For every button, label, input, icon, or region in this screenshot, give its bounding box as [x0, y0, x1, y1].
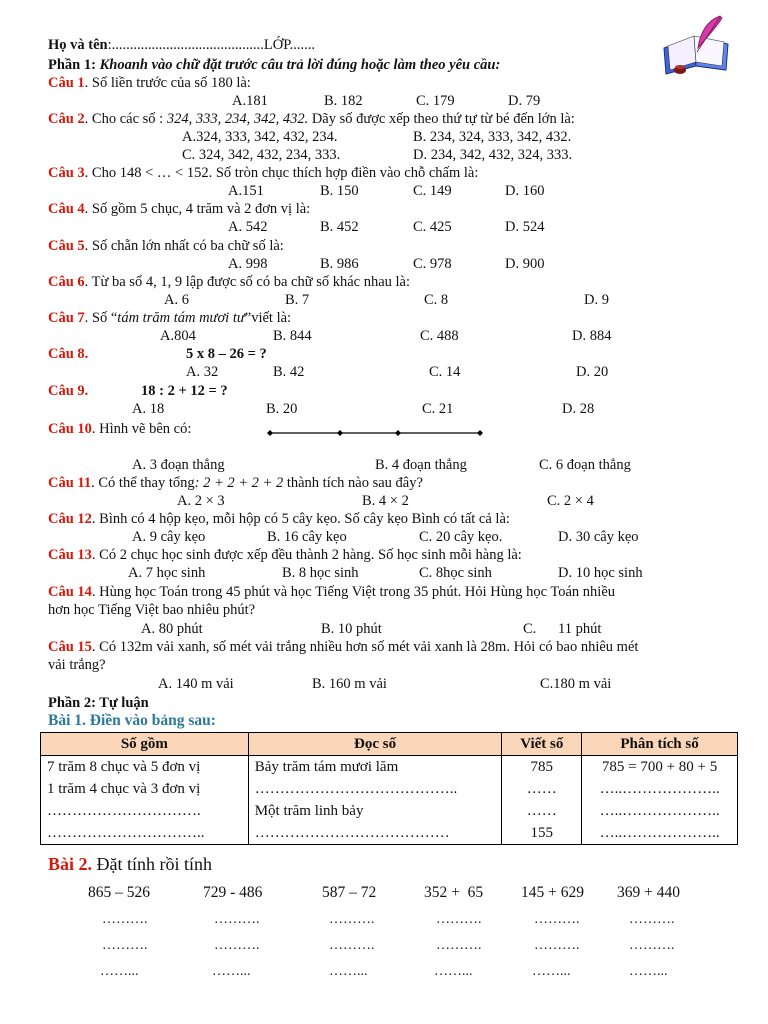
option[interactable]: B. 986 [320, 256, 359, 272]
question-text: . Có thể thay tổng [91, 475, 195, 491]
answer-dots[interactable]: ………. [329, 912, 375, 927]
table-cell[interactable]: ………………………….. [41, 822, 249, 845]
question-2 [48, 110, 575, 128]
answer-dots[interactable]: ………. [534, 938, 580, 953]
answer-dots[interactable]: ……... [532, 964, 571, 979]
bai1-title: Bài 1. Điền vào bảng sau: [48, 712, 216, 729]
table-cell: 1 trăm 4 chục và 3 đơn vị [41, 778, 249, 800]
question-numbers: 324, 333, 234, 342, 432. [166, 111, 309, 127]
answer-dots[interactable]: ……... [434, 964, 473, 979]
question-expression: 5 x 8 – 26 = ? [186, 346, 267, 362]
answer-dots[interactable]: ………. [534, 912, 580, 927]
question-8: Câu 8. [48, 346, 89, 362]
question-11 [48, 474, 423, 492]
option[interactable]: C. 21 [422, 401, 454, 417]
option[interactable]: A.804 [160, 328, 196, 344]
option[interactable]: A. 32 [186, 364, 219, 380]
question-label: Câu 14 [48, 584, 92, 600]
question-7 [48, 309, 291, 327]
table-cell: 785 = 700 + 80 + 5 [582, 756, 738, 779]
option[interactable]: B. 234, 324, 333, 342, 432. [413, 129, 572, 145]
option[interactable]: C. 488 [420, 328, 459, 344]
option[interactable]: C. 14 [429, 364, 461, 380]
option[interactable]: C.180 m vải [540, 676, 612, 692]
option[interactable]: B. 452 [320, 219, 359, 235]
line-segment-figure [266, 426, 486, 440]
option[interactable]: B. 182 [324, 93, 363, 109]
option[interactable]: C. 179 [416, 93, 455, 109]
name-label: Họ và tên [48, 37, 108, 53]
option[interactable]: D. 160 [505, 183, 545, 199]
option[interactable]: C. 6 đoạn thẳng [539, 457, 631, 473]
calc-expression: 369 + 440 [617, 884, 680, 901]
question-label: Câu 13 [48, 547, 92, 563]
table-cell[interactable]: …..……………….. [582, 778, 738, 800]
fill-table [40, 732, 738, 845]
question-text-tail: thành tích nào sau đây? [283, 475, 423, 491]
question-number-words: tám trăm tám mươi tư [117, 310, 245, 326]
option[interactable]: B. 20 [266, 401, 298, 417]
option[interactable]: D. 79 [508, 93, 541, 109]
calc-expression: 352 + 65 [424, 884, 484, 901]
question-label: Câu 15 [48, 639, 92, 655]
question-5 [48, 237, 284, 255]
question-text: . Số liền trước của số 180 là: [84, 75, 251, 91]
answer-dots[interactable]: ………. [329, 938, 375, 953]
option[interactable]: B. 150 [320, 183, 359, 199]
name-line: :..........................................LỚP....... [107, 37, 316, 53]
answer-dots[interactable]: ………. [214, 912, 260, 927]
question-text: . Số chẵn lớn nhất có ba chữ số là: [84, 238, 284, 254]
option[interactable]: B. 8 học sinh [282, 565, 359, 581]
part2-title: Phần 2: Tự luận [48, 695, 149, 711]
option[interactable]: A. 18 [132, 401, 165, 417]
option[interactable]: A.324, 333, 342, 432, 234. [182, 129, 338, 145]
answer-dots[interactable]: ………. [436, 912, 482, 927]
question-label: Câu 11 [48, 475, 92, 491]
question-label: Câu 9 [48, 383, 85, 399]
part1-heading [48, 56, 500, 74]
table-cell: 785 [502, 756, 582, 779]
option[interactable]: C. 2 × 4 [547, 493, 594, 509]
question-expression: 18 : 2 + 12 = ? [141, 383, 228, 399]
option[interactable]: C. 978 [413, 256, 452, 272]
question-12 [48, 510, 510, 528]
option[interactable]: A. 80 phút [141, 621, 203, 637]
question-label: Câu 7 [48, 310, 85, 326]
question-13 [48, 546, 522, 564]
answer-dots[interactable]: ……... [329, 964, 368, 979]
answer-dots[interactable]: ……... [212, 964, 251, 979]
question-label: Câu 4 [48, 201, 85, 217]
option[interactable]: C. 149 [413, 183, 452, 199]
question-9: Câu 9. [48, 383, 89, 399]
option[interactable]: A. 6 [164, 292, 189, 308]
answer-dots[interactable]: ……... [100, 964, 139, 979]
answer-dots[interactable]: ………. [629, 912, 675, 927]
answer-dots[interactable]: ………. [629, 938, 675, 953]
answer-dots[interactable]: ………. [102, 938, 148, 953]
table-header: Viết số [502, 733, 582, 756]
answer-dots[interactable]: ………. [436, 938, 482, 953]
option[interactable]: D. 900 [505, 256, 545, 272]
option[interactable]: B. 4 đoạn thẳng [375, 457, 467, 473]
table-row [41, 822, 738, 845]
option[interactable]: C. 425 [413, 219, 452, 235]
bai2-label: Bài 2. [48, 854, 93, 874]
table-header: Số gồm [41, 733, 249, 756]
question-14 [48, 583, 615, 601]
answer-dots[interactable]: ………. [214, 938, 260, 953]
question-4 [48, 200, 310, 218]
option[interactable]: A. 998 [228, 256, 268, 272]
question-text: . Bình có 4 hộp kẹo, mỗi hộp có 5 cây kẹo. Số cây kẹo Bình có tất cả là: [91, 511, 510, 527]
question-text: . Số “ [84, 310, 118, 326]
option[interactable]: D. 10 học sinh [558, 565, 643, 581]
question-label: Câu 3 [48, 165, 85, 181]
table-header: Đọc số [248, 733, 502, 756]
option[interactable]: B. 7 [285, 292, 310, 308]
question-text: . Cho 148 < … < 152. Số tròn chục thích hợp điền vào chỗ chấm là: [84, 165, 479, 181]
option[interactable]: D. 9 [584, 292, 609, 308]
answer-dots[interactable]: ………. [102, 912, 148, 927]
option[interactable]: B. 16 cây kẹo [267, 529, 347, 545]
option[interactable]: C. 8học sinh [419, 565, 492, 581]
question-text: . Số gồm 5 chục, 4 trăm và 2 đơn vị là: [84, 201, 311, 217]
question-3 [48, 164, 478, 182]
option[interactable]: D. 28 [562, 401, 595, 417]
calc-expression: 865 – 526 [88, 884, 150, 901]
table-cell[interactable]: …… [502, 778, 582, 800]
question-label: Câu 5 [48, 238, 85, 254]
option[interactable]: B. 10 phút [321, 621, 382, 637]
option[interactable]: B. 4 × 2 [362, 493, 409, 509]
bai2-text: Đặt tính rồi tính [92, 854, 213, 874]
option[interactable]: A. 542 [228, 219, 268, 235]
table-cell[interactable]: …… [502, 800, 582, 822]
question-label: Câu 8 [48, 346, 85, 362]
question-text: . Hình vẽ bên có: [91, 421, 192, 437]
table-cell: 155 [502, 822, 582, 845]
header-line [48, 36, 315, 54]
question-text: . Có 132m vải xanh, số mét vải trắng nhiều hơn số mét vải xanh là 28m. Hỏi có bao nhiêu mét [91, 639, 639, 655]
question-1 [48, 74, 251, 92]
option[interactable]: A. 3 đoạn thẳng [132, 457, 225, 473]
option[interactable]: A. 7 học sinh [128, 565, 206, 581]
calc-expression: 145 + 629 [521, 884, 584, 901]
option[interactable]: C. 324, 342, 432, 234, 333. [182, 147, 341, 163]
table-cell[interactable]: …………………………. [41, 800, 249, 822]
table-cell[interactable]: …..……………….. [582, 822, 738, 845]
book-quill-logo [660, 14, 734, 76]
question-14-cont: hơn học Tiếng Việt bao nhiêu phút? [48, 602, 256, 618]
question-label: Câu 1 [48, 75, 85, 91]
option[interactable]: B. 160 m vải [312, 676, 387, 692]
question-label: Câu 2 [48, 111, 85, 127]
option[interactable]: D. 234, 342, 432, 324, 333. [413, 147, 573, 163]
question-label: Câu 12 [48, 511, 92, 527]
calc-expression: 729 - 486 [203, 884, 263, 901]
question-text: . Hùng học Toán trong 45 phút và học Tiếng Việt trong 35 phút. Hỏi Hùng học Toán nhiều [91, 584, 616, 600]
answer-dots[interactable]: ……... [629, 964, 668, 979]
table-cell[interactable]: ………………………………….. [248, 778, 502, 800]
question-text: . Cho các số : [84, 111, 167, 127]
option[interactable]: A. 140 m vải [158, 676, 234, 692]
table-row [41, 800, 738, 822]
option[interactable]: B. 844 [273, 328, 312, 344]
table-row [41, 756, 738, 779]
option[interactable]: D. 30 cây kẹo [558, 529, 639, 545]
question-text-tail: ”viết là: [244, 310, 292, 326]
question-15 [48, 638, 638, 656]
table-cell: 7 trăm 8 chục và 5 đơn vị [41, 756, 249, 779]
question-text: . Có 2 chục học sinh được xếp đều thành 2 hàng. Số học sinh mỗi hàng là: [91, 547, 522, 563]
option[interactable]: D. 20 [576, 364, 609, 380]
table-cell: Một trăm linh bảy [248, 800, 502, 822]
table-cell: Bảy trăm tám mươi lăm [248, 756, 502, 779]
question-10 [48, 420, 191, 438]
option[interactable]: A. 2 × 3 [177, 493, 225, 509]
option[interactable]: A.151 [228, 183, 264, 199]
question-15-cont: vải trắng? [48, 657, 106, 673]
table-cell[interactable]: …..……………….. [582, 800, 738, 822]
question-text-tail: Dãy số được xếp theo thứ tự từ bé đến lớn là: [308, 111, 575, 127]
calc-expression: 587 – 72 [322, 884, 377, 901]
table-cell[interactable]: ………………………………… [248, 822, 502, 845]
question-sum: : 2 + 2 + 2 + 2 [194, 475, 284, 491]
option[interactable]: C. 8 [424, 292, 449, 308]
question-6 [48, 273, 410, 291]
part1-title: Phần 1: [48, 57, 96, 73]
option[interactable]: D. 884 [572, 328, 612, 344]
bai2-heading [48, 854, 212, 875]
table-row [41, 778, 738, 800]
question-label: Câu 10 [48, 421, 92, 437]
option[interactable]: D. 524 [505, 219, 545, 235]
table-header: Phân tích số [582, 733, 738, 756]
option[interactable]: A.181 [232, 93, 268, 109]
part1-instruction: Khoanh vào chữ đặt trước câu trả lời đúng hoặc làm theo yêu cầu: [99, 57, 501, 73]
option[interactable]: C. 11 phút [523, 621, 602, 637]
question-text: . Từ ba số 4, 1, 9 lập được số có ba chữ số khác nhau là: [84, 274, 411, 290]
option[interactable]: C. 20 cây kẹo. [419, 529, 503, 545]
question-label: Câu 6 [48, 274, 85, 290]
option[interactable]: A. 9 cây kẹo [132, 529, 206, 545]
option[interactable]: B. 42 [273, 364, 305, 380]
